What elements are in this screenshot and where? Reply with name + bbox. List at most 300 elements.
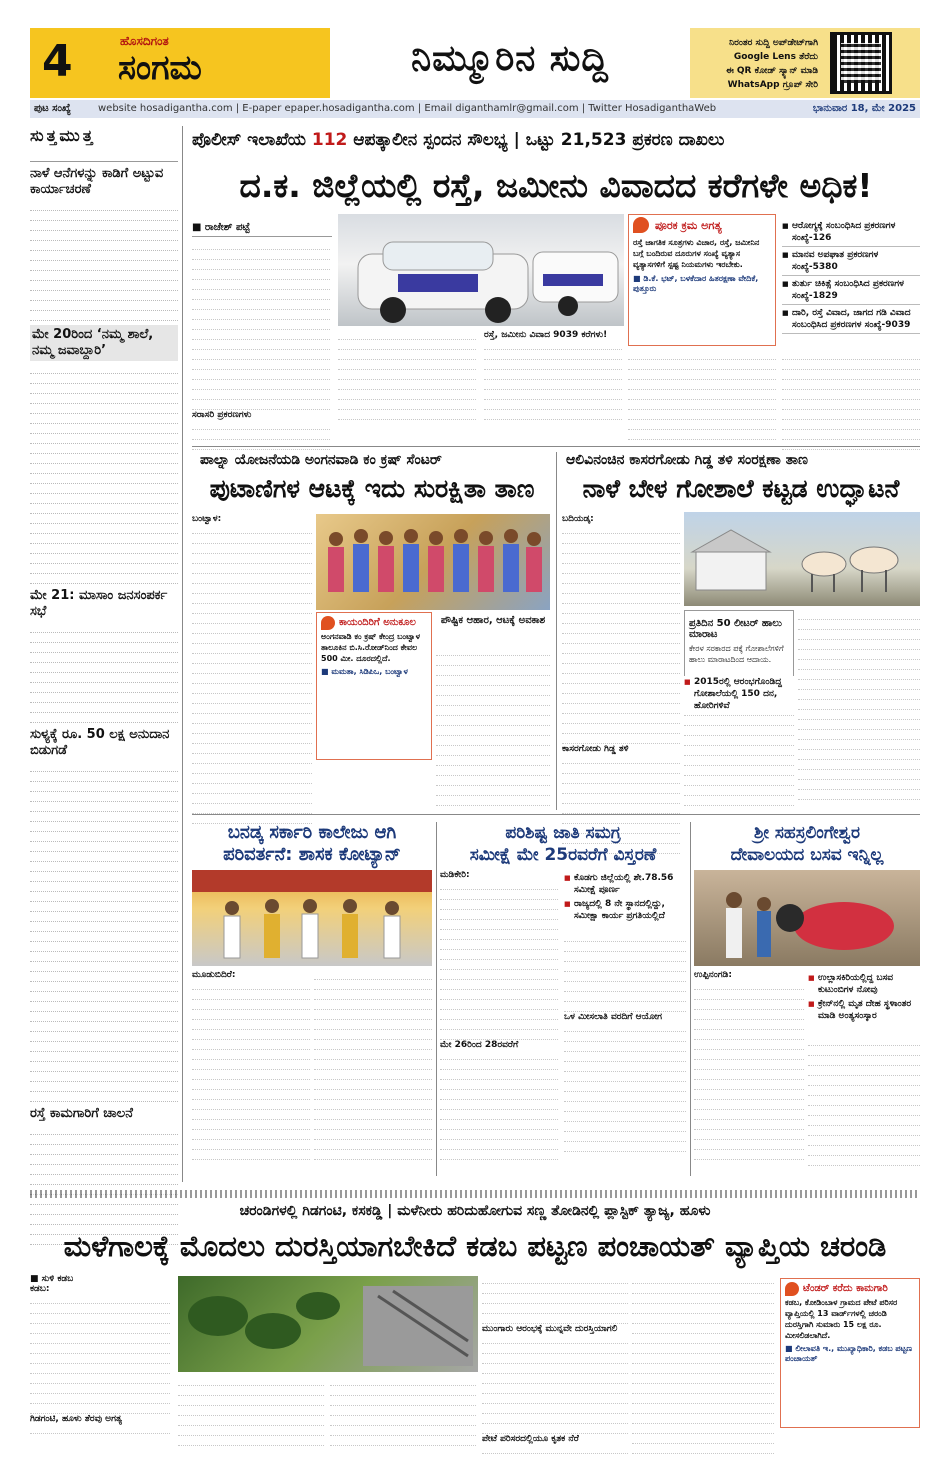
text-line xyxy=(192,614,312,624)
text-line xyxy=(808,1076,920,1086)
body-text-lines xyxy=(562,524,680,744)
text-line xyxy=(436,716,550,726)
text-line xyxy=(440,1140,558,1150)
text-line xyxy=(798,740,920,750)
text-line xyxy=(30,1082,178,1092)
text-line xyxy=(632,1364,774,1374)
text-line xyxy=(192,430,330,440)
text-line xyxy=(798,630,920,640)
anganwadi-kicker: ಪಾಲ್ನಾ ಯೋಜನೆಯಡಿ ಅಂಗನವಾಡಿ ಕಂ ಕ್ರಷ್ ಸೆಂಟರ್ xyxy=(200,452,442,468)
tender-info-box xyxy=(780,1278,920,1428)
text-line xyxy=(192,240,330,250)
box-text: ಅಂಗನವಾಡಿ ಕಂ ಕ್ರಷ್ ಕೇಂದ್ರ ಬಂಟ್ವಾಳ ತಾಲೂಕಿನ ಬಿ.ಸಿ.ರೋಡ್‌ನಿಂದ ಕೇವಲ 500 ಮೀ. ದೂರದಲ್ಲಿದೆ. xyxy=(321,632,420,663)
text-line xyxy=(338,380,476,390)
text-line xyxy=(30,1354,170,1364)
text-line xyxy=(436,746,550,756)
text-line xyxy=(440,1000,558,1010)
temple-headline-line-2: ದೇವಾಲಯದ ಬಸವ ಇನ್ನಿಲ್ಲ xyxy=(730,845,884,865)
lead-info-box xyxy=(628,214,776,346)
text-line xyxy=(30,201,178,211)
goshala-headline: ನಾಳೆ ಬೇಳ ಗೋಶಾಲೆ ಕಟ್ಟಡ ಉದ್ಘಾಟನೆ xyxy=(582,474,900,503)
text-line xyxy=(440,1090,558,1100)
text-line xyxy=(30,291,178,301)
text-line xyxy=(30,852,178,862)
text-line xyxy=(562,564,680,574)
text-line xyxy=(482,1414,628,1424)
text-line xyxy=(798,710,920,720)
goshala-bullet: ■ 2015ರಲ್ಲಿ ಆರಂಭಗೊಂಡಿದ್ದ ಗೋಶಾಲೆಯಲ್ಲಿ 150 ದನ, ಹೋರಿಗಳಿವೆ xyxy=(684,676,794,712)
anganwadi-group-photo xyxy=(316,514,550,610)
text-line xyxy=(192,300,330,310)
text-line xyxy=(562,634,680,644)
page-number: 4 xyxy=(42,36,73,87)
milk-box-text: ಕೇರಳ ಸರಕಾರದ ಪಕ್ಕೆ ಗೋಶಾಲೆಗಳಿಗೆ ಹಾಲು ಮಾರಾಟದಿಂದ ಆದಾಯ. xyxy=(689,644,784,664)
text-line xyxy=(632,1354,774,1364)
sidebar-brief-head: ಮೇ 20ರಿಂದ ‘ನಮ್ಮ ಶಾಲೆ, ನಮ್ಮ ಜವಾಬ್ದಾರಿ’ xyxy=(30,325,178,361)
text-line xyxy=(30,271,178,281)
text-line xyxy=(30,1052,178,1062)
text-line xyxy=(782,440,920,450)
text-line xyxy=(436,666,550,676)
text-line xyxy=(436,676,550,686)
body-text-lines xyxy=(782,350,920,450)
body-text-lines xyxy=(192,524,312,824)
college-text-col-2 xyxy=(314,970,432,1160)
brand-name: ಸಂಗಮ xyxy=(118,48,202,88)
goshala-subhead: ಕಾಸರಗೋಡು ಗಿಡ್ಡ ತಳಿ xyxy=(562,744,629,754)
anganwadi-mid-head: ಪೌಷ್ಟಿಕ ಆಹಾರ, ಆಟಕ್ಕೆ ಅವಕಾಶ xyxy=(440,615,546,626)
text-line xyxy=(798,790,920,800)
text-line xyxy=(30,832,178,842)
text-line xyxy=(484,380,622,390)
lead-kicker xyxy=(192,128,920,152)
goshala-photo xyxy=(684,512,920,606)
text-line xyxy=(192,804,312,814)
caste-text-col-2 xyxy=(564,932,686,1152)
text-line xyxy=(30,772,178,782)
issue-date: ಭಾನುವಾರ 18, ಮೇ 2025 xyxy=(812,103,916,114)
body-text-lines xyxy=(330,1376,476,1446)
text-line xyxy=(564,982,686,992)
text-line xyxy=(30,444,178,454)
text-line xyxy=(30,524,178,534)
column-divider xyxy=(182,126,183,1182)
text-line xyxy=(798,640,920,650)
lead-kicker-b: ಆಪತ್ಕಾಲೀನ ಸ್ಪಂದನ ಸೌಲಭ್ಯ | ಒಟ್ಟು 21,523 ಪ್ರಕರಣ ದಾಖಲು xyxy=(347,130,725,150)
body-text-lines xyxy=(482,1274,628,1324)
text-line xyxy=(482,1364,628,1374)
qr-caption xyxy=(698,36,818,92)
text-line xyxy=(192,270,330,280)
lead-text-col-5 xyxy=(782,350,920,450)
text-line xyxy=(178,1386,324,1396)
body-text-lines xyxy=(628,350,776,440)
text-line xyxy=(694,1110,804,1120)
text-line xyxy=(192,744,312,754)
text-line xyxy=(440,1100,558,1110)
text-line xyxy=(562,654,680,664)
text-line xyxy=(632,1344,774,1354)
text-line xyxy=(30,504,178,514)
text-line xyxy=(562,764,680,774)
text-line xyxy=(484,370,622,380)
text-line xyxy=(562,554,680,564)
column-divider xyxy=(556,452,557,810)
text-line xyxy=(338,400,476,410)
text-line xyxy=(30,1135,178,1145)
text-line xyxy=(440,1020,558,1030)
lead-kicker-a: ಪೊಲೀಸ್ ಇಲಾಖೆಯ xyxy=(192,130,312,150)
qr-caption-line: ನಿರಂತರ ಸುದ್ದಿ ಅಪ್‌ಡೇಟ್‌ಗಾಗಿ xyxy=(729,38,818,48)
text-line xyxy=(192,604,312,614)
cattle-shed-illustration xyxy=(684,512,920,606)
drain-photo xyxy=(178,1276,478,1372)
text-line xyxy=(808,1156,920,1166)
body-text-lines xyxy=(632,1274,774,1454)
text-line xyxy=(30,1145,178,1155)
text-line xyxy=(30,1022,178,1032)
bottom-text-col-2 xyxy=(178,1376,324,1446)
text-line xyxy=(684,716,794,726)
sidebar-logo: ಸುತ್ತಮುತ್ತ xyxy=(30,126,178,162)
bottom-kicker: ಚರಂಡಿಗಳಲ್ಲಿ ಗಿಡಗಂಟಿ, ಕಸಕಡ್ಡಿ | ಮಳೆನೀರು ಹರಿದುಹೋಗುವ ಸಣ್ಣ ತೋಡಿನಲ್ಲಿ ಪ್ಲಾಸ್ಟಿಕ್ ತ್ಯಾಜ್ಯ, ಹೂಳು xyxy=(239,1203,711,1219)
text-line xyxy=(330,1436,476,1446)
text-line xyxy=(798,770,920,780)
text-line xyxy=(436,796,550,806)
bottom-byline: ■ ಸುಳಿ ಕಡಬ xyxy=(30,1274,74,1284)
text-line xyxy=(314,1000,432,1010)
text-line xyxy=(314,1070,432,1080)
text-line xyxy=(440,1130,558,1140)
text-line xyxy=(632,1384,774,1394)
text-line xyxy=(440,1150,558,1160)
text-line xyxy=(564,1062,686,1072)
body-text-lines xyxy=(440,880,558,1040)
text-line xyxy=(564,942,686,952)
text-line xyxy=(782,360,920,370)
text-line xyxy=(628,380,776,390)
text-line xyxy=(30,1394,170,1404)
text-line xyxy=(684,726,794,736)
sidebar-brief-text xyxy=(30,364,178,584)
text-line xyxy=(694,1010,804,1020)
text-line xyxy=(30,374,178,384)
text-line xyxy=(440,970,558,980)
text-line xyxy=(564,962,686,972)
text-line xyxy=(338,390,476,400)
text-line xyxy=(30,564,178,574)
text-line xyxy=(440,1010,558,1020)
text-line xyxy=(440,890,558,900)
text-line xyxy=(314,1100,432,1110)
text-line xyxy=(632,1434,774,1444)
text-line xyxy=(192,320,330,330)
text-line xyxy=(30,554,178,564)
text-line xyxy=(30,1092,178,1102)
text-line xyxy=(436,736,550,746)
qr-caption-line: Google Lens ತೆರೆದು xyxy=(733,52,818,62)
text-line xyxy=(808,1096,920,1106)
text-line xyxy=(314,1150,432,1160)
text-line xyxy=(482,1334,628,1344)
text-line xyxy=(440,950,558,960)
text-line xyxy=(30,251,178,261)
text-line xyxy=(30,534,178,544)
text-line xyxy=(192,340,330,350)
text-line xyxy=(192,734,312,744)
sidebar-brief-head: ರಸ್ತೆ ಕಾಮಗಾರಿಗೆ ಚಾಲನೆ xyxy=(30,1106,133,1121)
police-vehicle-photo xyxy=(338,214,624,326)
bottom-subhead: ಗಿಡಗಂಟಿ, ಹೂಳು ತೆರವು ಅಗತ್ಯ xyxy=(30,1414,122,1424)
text-line xyxy=(694,1130,804,1140)
text-line xyxy=(30,1344,170,1354)
text-line xyxy=(684,736,794,746)
text-line xyxy=(694,1090,804,1100)
text-line xyxy=(632,1284,774,1294)
text-line xyxy=(30,1072,178,1082)
text-line xyxy=(30,1314,170,1324)
text-line xyxy=(440,990,558,1000)
stat-bullet: ■ ಆರೋಗ್ಯಕ್ಕೆ ಸಂಬಂಧಿಸಿದ ಪ್ರಕರಣಗಳ ಸಂಖ್ಯೆ-126 xyxy=(782,218,920,247)
text-line xyxy=(694,1050,804,1060)
text-line xyxy=(808,1116,920,1126)
text-line xyxy=(192,754,312,764)
text-line xyxy=(632,1394,774,1404)
text-line xyxy=(178,1406,324,1416)
text-line xyxy=(30,643,178,653)
text-line xyxy=(314,1130,432,1140)
college-headline-line-1: ಬನಡ್ಕ ಸರ್ಕಾರಿ ಕಾಲೇಜು ಆಗಿ xyxy=(227,822,397,843)
sidebar-column xyxy=(30,126,178,1176)
text-line xyxy=(482,1354,628,1364)
text-line xyxy=(192,1130,310,1140)
text-line xyxy=(798,720,920,730)
text-line xyxy=(484,400,622,410)
text-line xyxy=(632,1294,774,1304)
text-line xyxy=(562,674,680,684)
caste-subhead: ಒಳ ಮೀಸಲಾತಿ ವರದಿಗೆ ಆಯೋಗ xyxy=(564,1012,663,1022)
text-line xyxy=(484,360,622,370)
dateline: ಬದಿಯಡ್ಕ: xyxy=(562,514,594,524)
text-line xyxy=(30,902,178,912)
body-text-lines xyxy=(484,340,622,420)
goshala-text-col-3 xyxy=(798,610,920,800)
text-line xyxy=(482,1304,628,1314)
text-line xyxy=(30,1424,170,1434)
stat-bullet: ■ ಮಾನವ ಅಪಘಾತ ಪ್ರಕರಣಗಳ ಸಂಖ್ಯೆ-5380 xyxy=(782,247,920,276)
text-line xyxy=(314,980,432,990)
text-line xyxy=(562,614,680,624)
text-line xyxy=(440,1060,558,1070)
text-line xyxy=(632,1304,774,1314)
text-line xyxy=(178,1416,324,1426)
text-line xyxy=(562,804,680,814)
text-line xyxy=(314,970,432,980)
text-line xyxy=(30,693,178,703)
text-line xyxy=(30,221,178,231)
text-line xyxy=(30,982,178,992)
info-box-head: ಪೂರಕ ಕ್ರಮ ಅಗತ್ಯ xyxy=(633,219,771,233)
text-line xyxy=(30,434,178,444)
text-line xyxy=(30,424,178,434)
section-divider xyxy=(192,814,920,815)
text-line xyxy=(192,664,312,674)
text-line xyxy=(30,364,178,374)
text-line xyxy=(782,390,920,400)
text-line xyxy=(30,972,178,982)
text-line xyxy=(798,610,920,620)
text-line xyxy=(30,1002,178,1012)
text-line xyxy=(694,980,804,990)
text-line xyxy=(564,1122,686,1132)
text-line xyxy=(782,420,920,430)
column-divider xyxy=(436,822,437,1176)
text-line xyxy=(440,930,558,940)
body-text-lines xyxy=(808,1036,920,1166)
text-line xyxy=(192,784,312,794)
text-line xyxy=(30,1364,170,1374)
text-line xyxy=(482,1314,628,1324)
text-line xyxy=(192,350,330,360)
text-line xyxy=(314,1110,432,1120)
caste-text-col-1 xyxy=(440,870,558,1160)
qr-caption-line: WhatsApp ಗ್ರೂಪ್ ಸೇರಿ xyxy=(727,80,818,90)
bull-illustration xyxy=(694,870,920,966)
text-line xyxy=(192,704,312,714)
text-line xyxy=(562,794,680,804)
lead-kicker-number: 112 xyxy=(311,130,348,150)
text-line xyxy=(440,1030,558,1040)
text-line xyxy=(192,724,312,734)
text-line xyxy=(808,1086,920,1096)
text-line xyxy=(482,1344,628,1354)
text-line xyxy=(564,1002,686,1012)
column-divider xyxy=(690,822,691,1176)
caste-headline-line-2: ಸಮೀಕ್ಷೆ ಮೇ 25ರವರೆಗೆ ವಿಸ್ತರಣೆ xyxy=(469,845,657,865)
text-line xyxy=(192,774,312,784)
text-line xyxy=(338,330,476,340)
text-line xyxy=(440,1080,558,1090)
text-line xyxy=(192,1150,310,1160)
text-line xyxy=(482,1274,628,1284)
text-line xyxy=(30,1012,178,1022)
text-line xyxy=(192,1140,310,1150)
text-line xyxy=(694,1070,804,1080)
text-line xyxy=(564,1092,686,1102)
text-line xyxy=(178,1426,324,1436)
text-line xyxy=(436,726,550,736)
text-line xyxy=(632,1314,774,1324)
text-line xyxy=(30,713,178,723)
text-line xyxy=(562,714,680,724)
text-line xyxy=(30,1155,178,1165)
text-line xyxy=(564,952,686,962)
text-line xyxy=(192,684,312,694)
body-text-lines xyxy=(436,646,550,806)
caste-bullet: ■ ಕೊಡಗು ಜಿಲ್ಲೆಯಲ್ಲಿ ಶೇ.78.56 ಸಮೀಕ್ಷೆ ಪೂರ್ಣ xyxy=(564,872,686,896)
text-line xyxy=(562,694,680,704)
text-line xyxy=(684,776,794,786)
text-line xyxy=(562,624,680,634)
text-line xyxy=(338,340,476,350)
text-line xyxy=(440,1120,558,1130)
text-line xyxy=(798,620,920,630)
text-line xyxy=(694,1080,804,1090)
text-line xyxy=(628,400,776,410)
text-line xyxy=(562,704,680,714)
text-line xyxy=(192,360,330,370)
text-line xyxy=(440,1050,558,1060)
text-line xyxy=(330,1396,476,1406)
text-line xyxy=(30,1294,170,1304)
text-line xyxy=(192,1110,310,1120)
text-line xyxy=(798,730,920,740)
text-line xyxy=(192,1120,310,1130)
text-line xyxy=(564,972,686,982)
text-line xyxy=(330,1416,476,1426)
box-attribution: ■ ಮಮತಾ, ಸಿಡಿಪಿಒ, ಬಂಟ್ವಾಳ xyxy=(321,667,408,676)
text-line xyxy=(632,1424,774,1434)
text-line xyxy=(178,1396,324,1406)
contact-links[interactable]: website hosadigantha.com | E-paper epaper.hosadigantha.com | Email diganthamlr@gmail.com | Twitter HosadiganthaWeb xyxy=(98,103,717,114)
text-line xyxy=(192,1030,310,1040)
tender-attribution: ■ ಲೀಲಾವತಿ ಇ., ಮುಖ್ಯಾಧಿಕಾರಿ, ಕಡಬ ಪಟ್ಟಣ ಪಂಚಾಯತ್ xyxy=(785,1344,913,1363)
text-line xyxy=(562,594,680,604)
text-line xyxy=(628,420,776,430)
police-car-illustration xyxy=(338,214,624,326)
text-line xyxy=(440,1070,558,1080)
text-line xyxy=(440,1110,558,1120)
anganwadi-info-box xyxy=(316,612,432,760)
text-line xyxy=(564,1082,686,1092)
text-line xyxy=(30,261,178,271)
bottom-text-col-3 xyxy=(330,1376,476,1446)
text-line xyxy=(330,1386,476,1396)
qr-code-icon[interactable] xyxy=(830,32,892,94)
info-box-attribution: ■ ಡಿ.ಕೆ. ಭಟ್, ಬಳಕೆದಾರ ಹಿತರಕ್ಷಣಾ ವೇದಿಕೆ, ಪುತ್ತೂರು xyxy=(633,274,759,293)
text-line xyxy=(562,784,680,794)
text-line xyxy=(192,380,330,390)
text-line xyxy=(436,756,550,766)
text-line xyxy=(314,1090,432,1100)
body-text-lines xyxy=(694,980,804,1160)
text-line xyxy=(192,980,310,990)
section-title: ನಿಮ್ಮೂರಿನ ಸುದ್ದಿ xyxy=(330,28,690,98)
college-text-col-1 xyxy=(192,970,310,1160)
text-line xyxy=(440,880,558,890)
text-line xyxy=(482,1384,628,1394)
text-line xyxy=(562,644,680,654)
info-bar xyxy=(30,100,920,118)
text-line xyxy=(808,1106,920,1116)
text-line xyxy=(632,1444,774,1454)
text-line xyxy=(30,912,178,922)
text-line xyxy=(30,484,178,494)
sidebar-brief-text xyxy=(30,762,178,1102)
text-line xyxy=(694,1000,804,1010)
text-line xyxy=(30,1125,178,1135)
text-line xyxy=(564,932,686,942)
text-line xyxy=(314,1030,432,1040)
text-line xyxy=(30,663,178,673)
text-line xyxy=(192,544,312,554)
text-line xyxy=(808,1146,920,1156)
text-line xyxy=(632,1374,774,1384)
text-line xyxy=(30,882,178,892)
text-line xyxy=(192,390,330,400)
text-line xyxy=(338,360,476,370)
text-line xyxy=(798,760,920,770)
